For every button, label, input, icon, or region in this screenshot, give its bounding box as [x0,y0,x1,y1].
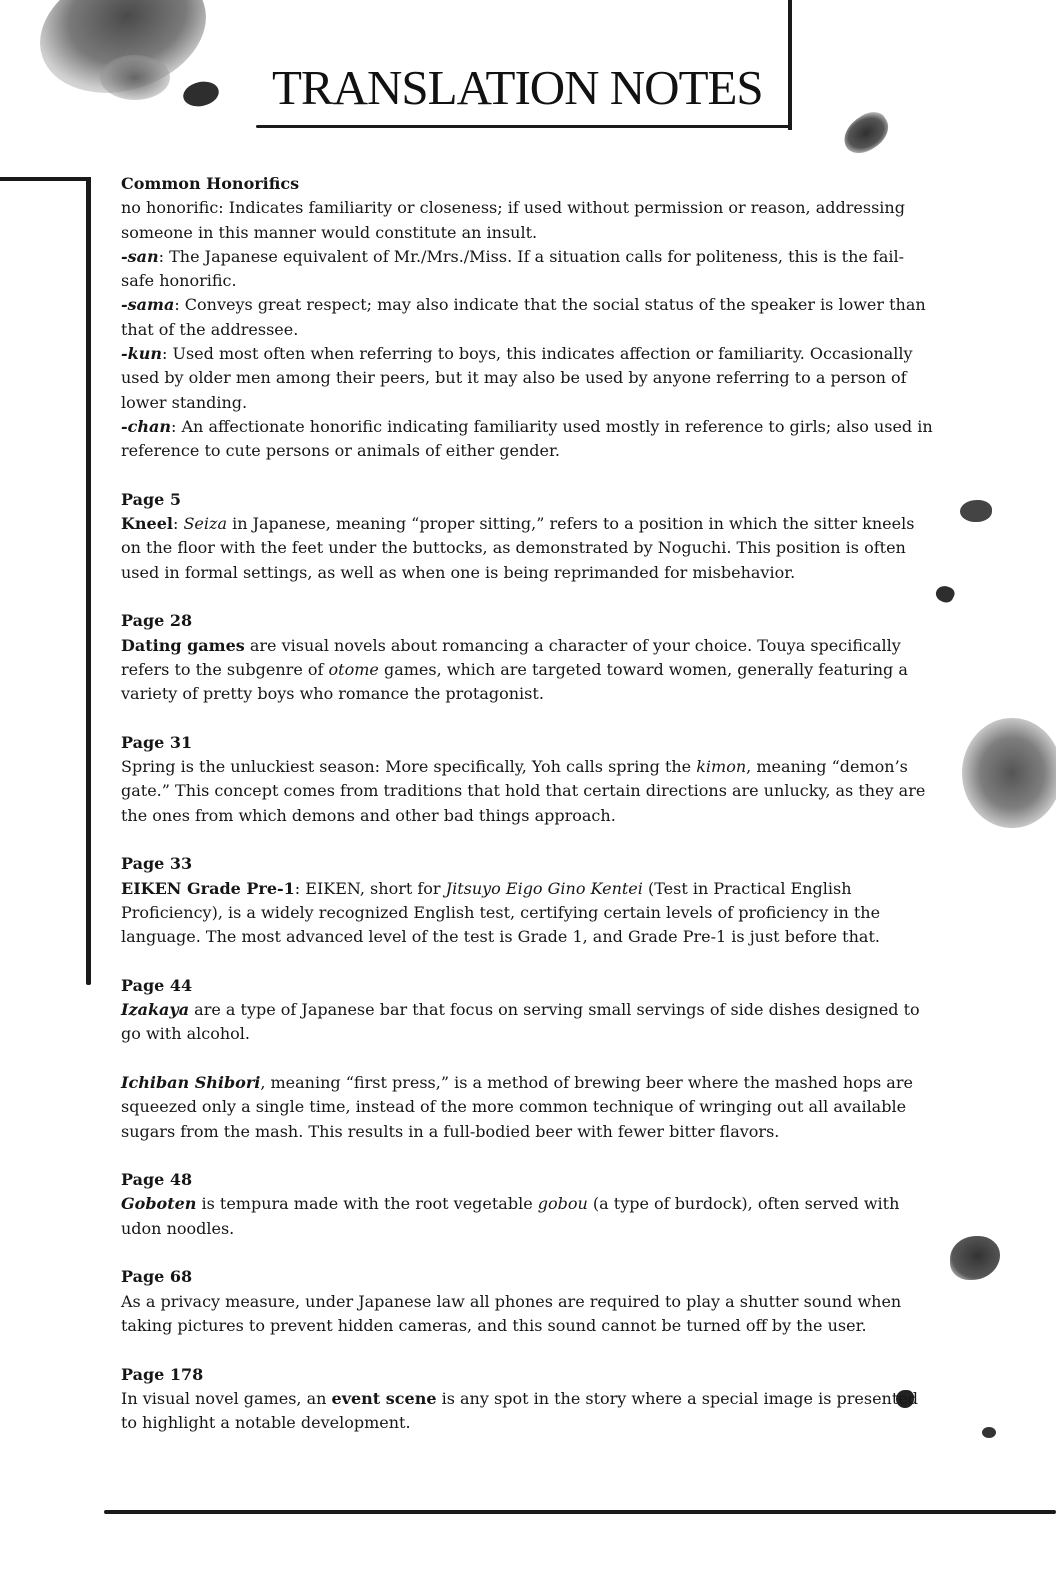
honorific-san [121,245,933,294]
note-paragraph [121,877,933,950]
honorific-sama [121,293,933,342]
note-text: games, which are targeted toward women, generally featuring a variety of pretty boys who romance the protagonist. [121,659,908,704]
honorific-term: -san [121,246,159,266]
ink-splotch-decoration [960,500,992,522]
section-page-5 [121,488,933,585]
bracket-top-line [0,177,90,181]
note-term: EIKEN Grade Pre-1 [121,878,295,898]
note-paragraph [121,998,933,1047]
honorific-definition: : Conveys great respect; may also indicate that the social status of the speaker is lower than that of the addressee. [121,295,926,339]
note-term: Dating games [121,635,245,655]
honorific-definition: : An affectionate honorific indicating familiarity used mostly in reference to girls; also used in reference to cute persons or animals of either gender. [121,416,933,461]
note-paragraph [121,634,933,707]
honorific-term: -sama [121,295,175,315]
note-paragraph [121,1192,933,1241]
note-text: is any spot in the story where a special image is presented to highlight a notable development. [121,1388,918,1433]
paragraph-gap [121,1047,933,1071]
section-page-28 [121,609,933,706]
honorific-definition: : The Japanese equivalent of Mr./Mrs./Miss. If a situation calls for politeness, this is the fail-safe honorific. [121,246,905,291]
section-heading: Page 33 [121,854,193,874]
note-text: are visual novels about romancing a character of your choice. Touya specifically refers to the subgenre of [121,635,901,679]
section-page-44 [121,974,933,1144]
note-text: , meaning “first press,” is a method of brewing beer where the mashed hops are squeezed only a single time, instead of the more common technique of wringing out all available sugars from the mash. This results in a full-bodied beer with fewer bitter flavors. [121,1072,913,1141]
note-italic-term: otome [328,659,379,679]
ink-splotch-decoration [100,55,170,100]
page-title: TRANSLATION NOTES [272,60,763,115]
note-italic-term: gobou [537,1194,588,1214]
section-page-68 [121,1265,933,1338]
section-page-48 [121,1168,933,1241]
section-heading: Page 44 [121,975,193,995]
note-text: : [172,514,184,534]
honorific-kun [121,342,933,415]
honorific-definition: : Used most often when referring to boys, this indicates affection or familiarity. Occasionally used by older men among their peers, but it may also be used by anyone referring to a person of lower standing. [121,344,913,412]
ink-splotch-decoration [837,106,896,159]
note-term: event scene [331,1388,437,1408]
section-heading: Page 28 [121,611,193,631]
note-term: Izakaya [121,1000,190,1020]
note-paragraph [121,512,933,585]
note-text: , meaning “demon’s gate.” This concept comes from traditions that hold that certain directions are unlucky, as they are the ones from which demons and other bad things approach. [121,757,926,825]
honorific-chan [121,415,933,464]
honorific-none: no honorific: Indicates familiarity or closeness; if used without permission or reason, addressing someone in this manner would constitute an insult. [121,198,905,242]
section-heading: Page 48 [121,1170,193,1190]
note-italic-term: Seiza [183,514,227,534]
notes-body [121,172,933,1435]
note-paragraph [121,1387,933,1436]
note-term: Ichiban Shibori [121,1072,261,1092]
section-heading: Page 31 [121,732,193,752]
section-heading: Page 5 [121,489,182,509]
bracket-side-line [86,177,91,985]
note-text: is tempura made with the root vegetable [196,1194,538,1214]
note-text: (a type of burdock), often served with udon noodles. [121,1194,900,1238]
honorific-term: -chan [121,416,172,436]
note-term: Kneel [121,514,173,534]
ink-splotch-decoration [181,79,221,110]
note-text: In visual novel games, an [121,1388,332,1408]
note-text: Spring is the unluckiest season: More specifically, Yoh calls spring the [121,757,697,777]
ink-splotch-decoration [962,718,1056,828]
honorific-term: -kun [121,344,162,364]
note-text: in Japanese, meaning “proper sitting,” refers to a position in which the sitter kneels on the floor with the feet under the buttocks, as demonstrated by Noguchi. This position is often used in formal settings, as well as when one is being reprimanded for misbehavior. [121,514,915,582]
section-heading: Page 68 [121,1267,193,1287]
section-page-31 [121,731,933,828]
title-frame-vertical-line [788,0,792,130]
ink-splotch-decoration [950,1236,1000,1280]
note-text: are a type of Japanese bar that focus on serving small servings of side dishes designed to go with alcohol. [121,1000,920,1044]
note-text: (Test in Practical English Proficiency), is a widely recognized English test, certifying certain levels of proficiency in the language. The most advanced level of the test is Grade 1, and Grade Pre-1 is just before that. [121,878,881,947]
ink-splotch-decoration [933,583,956,605]
section-page-33 [121,852,933,949]
note-paragraph [121,1071,933,1144]
note-paragraph: As a privacy measure, under Japanese law all phones are required to play a shutter sound when taking pictures to prevent hidden cameras, and this sound cannot be turned off by the user. [121,1291,902,1335]
note-text: : EIKEN, short for [294,878,446,898]
note-paragraph [121,755,933,828]
section-honorifics [121,172,933,464]
note-italic-term: Jitsuyo Eigo Gino Kentei [445,878,643,898]
ink-splotch-decoration [982,1427,996,1438]
section-heading: Page 178 [121,1364,204,1384]
section-page-178 [121,1363,933,1436]
section-heading: Common Honorifics [121,174,300,193]
note-italic-term: kimon [696,757,747,777]
bottom-rule [104,1510,1056,1514]
title-underline [256,125,792,128]
note-term: Goboten [121,1194,197,1214]
